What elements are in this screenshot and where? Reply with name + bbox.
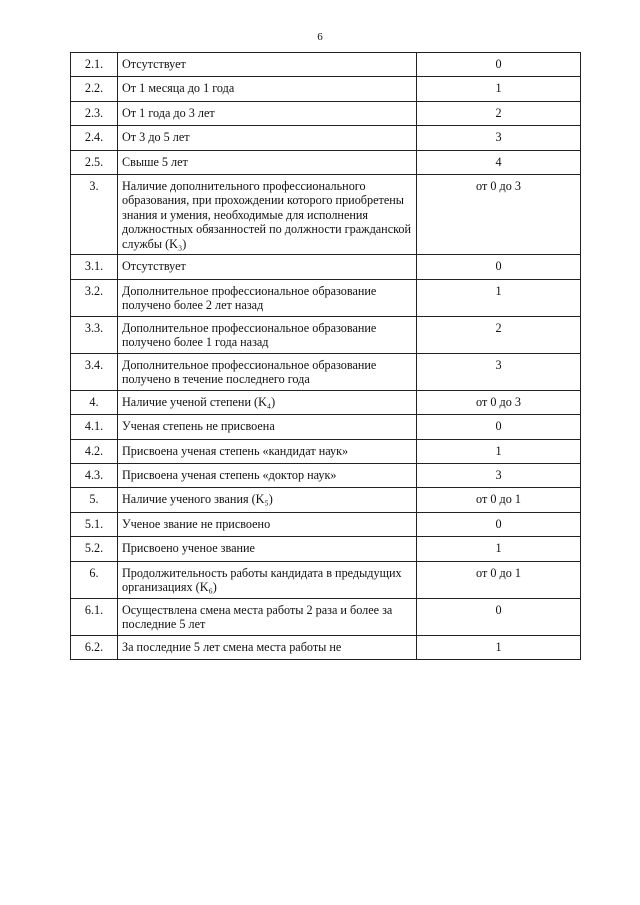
row-number: 4.1. xyxy=(71,415,118,439)
table-row xyxy=(71,77,581,101)
row-number: 4.3. xyxy=(71,464,118,488)
row-description: Дополнительное профессиональное образование получено более 1 года назад xyxy=(118,316,417,353)
row-description: От 1 месяца до 1 года xyxy=(118,77,417,101)
row-description: Осуществлена смена места работы 2 раза и более за последние 5 лет xyxy=(118,598,417,635)
row-description: Продолжительность работы кандидата в предыдущих организациях (K₆) xyxy=(118,561,417,598)
page-number: 6 xyxy=(317,31,323,43)
row-number: 3. xyxy=(71,174,118,255)
row-number: 4. xyxy=(71,390,118,414)
row-number: 3.4. xyxy=(71,353,118,390)
table-row xyxy=(71,101,581,125)
table-row xyxy=(71,598,581,635)
row-number: 2.2. xyxy=(71,77,118,101)
row-description: Присвоена ученая степень «кандидат наук» xyxy=(118,439,417,463)
table-row-section xyxy=(71,174,581,255)
table-row xyxy=(71,635,581,659)
row-score: от 0 до 3 xyxy=(417,174,581,255)
row-description: Наличие дополнительного профессионального образования, при прохождении которого приобретены знания и умения, необходимые для исполнения должностных обязанностей по должности гражданской службы (K₃) xyxy=(118,174,417,255)
row-description: Дополнительное профессиональное образование получено более 2 лет назад xyxy=(118,279,417,316)
row-number: 3.3. xyxy=(71,316,118,353)
row-score: 2 xyxy=(417,316,581,353)
row-description: Дополнительное профессиональное образование получено в течение последнего года xyxy=(118,353,417,390)
table-row xyxy=(71,126,581,150)
row-description: Ученое звание не присвоено xyxy=(118,512,417,536)
table-row xyxy=(71,415,581,439)
row-score: от 0 до 1 xyxy=(417,561,581,598)
row-score: 0 xyxy=(417,53,581,77)
table-row xyxy=(71,316,581,353)
row-description: От 1 года до 3 лет xyxy=(118,101,417,125)
row-score: 1 xyxy=(417,635,581,659)
row-number: 3.2. xyxy=(71,279,118,316)
row-number: 6.2. xyxy=(71,635,118,659)
row-score: 4 xyxy=(417,150,581,174)
row-number: 5.1. xyxy=(71,512,118,536)
row-description: Свыше 5 лет xyxy=(118,150,417,174)
row-score: от 0 до 1 xyxy=(417,488,581,512)
table-row xyxy=(71,150,581,174)
row-score: 0 xyxy=(417,512,581,536)
row-score: 3 xyxy=(417,464,581,488)
table-row xyxy=(71,53,581,77)
row-score: 0 xyxy=(417,598,581,635)
row-number: 2.3. xyxy=(71,101,118,125)
row-description: За последние 5 лет смена места работы не xyxy=(118,635,417,659)
row-number: 6. xyxy=(71,561,118,598)
table-row xyxy=(71,537,581,561)
row-number: 2.1. xyxy=(71,53,118,77)
table-row xyxy=(71,353,581,390)
row-description: Ученая степень не присвоена xyxy=(118,415,417,439)
row-number: 3.1. xyxy=(71,255,118,279)
table-row xyxy=(71,464,581,488)
row-score: от 0 до 3 xyxy=(417,390,581,414)
table-row-section xyxy=(71,488,581,512)
criteria-table xyxy=(70,52,581,660)
table-row xyxy=(71,512,581,536)
row-description: От 3 до 5 лет xyxy=(118,126,417,150)
table-row xyxy=(71,439,581,463)
table-row-section xyxy=(71,561,581,598)
row-score: 1 xyxy=(417,439,581,463)
row-number: 4.2. xyxy=(71,439,118,463)
row-number: 5.2. xyxy=(71,537,118,561)
row-score: 1 xyxy=(417,77,581,101)
row-number: 2.5. xyxy=(71,150,118,174)
row-number: 2.4. xyxy=(71,126,118,150)
row-score: 0 xyxy=(417,415,581,439)
row-score: 3 xyxy=(417,126,581,150)
row-description: Наличие ученой степени (K₄) xyxy=(118,390,417,414)
row-description: Присвоена ученая степень «доктор наук» xyxy=(118,464,417,488)
table-row-section xyxy=(71,390,581,414)
row-score: 3 xyxy=(417,353,581,390)
row-description: Отсутствует xyxy=(118,255,417,279)
row-description: Присвоено ученое звание xyxy=(118,537,417,561)
table-row xyxy=(71,279,581,316)
row-score: 0 xyxy=(417,255,581,279)
row-description: Наличие ученого звания (K₅) xyxy=(118,488,417,512)
row-score: 1 xyxy=(417,279,581,316)
table-row xyxy=(71,255,581,279)
row-number: 6.1. xyxy=(71,598,118,635)
row-score: 2 xyxy=(417,101,581,125)
row-number: 5. xyxy=(71,488,118,512)
row-score: 1 xyxy=(417,537,581,561)
row-description: Отсутствует xyxy=(118,53,417,77)
